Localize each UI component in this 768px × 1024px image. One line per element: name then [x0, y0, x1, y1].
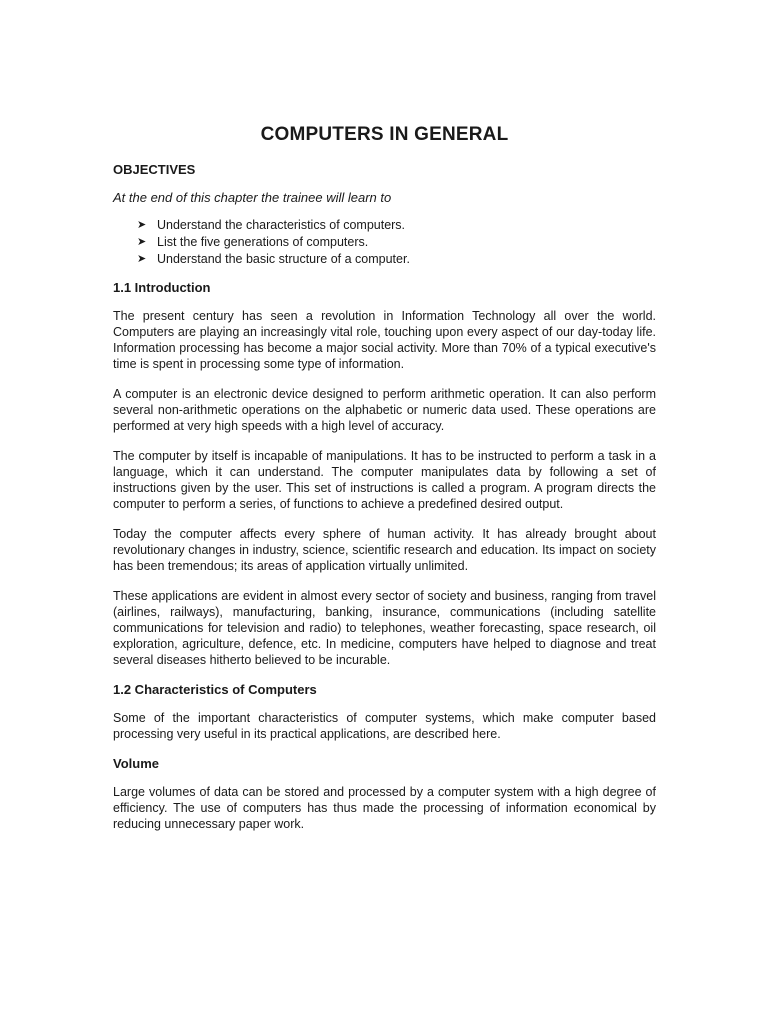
- paragraph: Large volumes of data can be stored and processed by a computer system with a high degree of efficiency. The use of computers has thus made the processing of information economical by reducing unnecessary paper work.: [113, 785, 656, 831]
- arrowhead-bullet-icon: ➤: [137, 253, 147, 265]
- arrowhead-bullet-icon: ➤: [137, 219, 147, 231]
- paragraph: Today the computer affects every sphere of human activity. It has already brought about revolutionary changes in industry, science, scientific research and education. Its impact on society has been tremendous; its areas of application virtually unlimited.: [113, 527, 656, 573]
- paragraph: The computer by itself is incapable of manipulations. It has to be instructed to perform a task in a language, which it can understand. The computer manipulates data by following a set of instructions given by the user. This set of instructions is called a program. A program directs the computer to perform a series, of functions to achieve a predefined desired output.: [113, 449, 656, 511]
- list-item-text: Understand the characteristics of computers.: [157, 218, 406, 232]
- list-item: [113, 234, 656, 251]
- arrowhead-bullet-icon: ➤: [137, 236, 147, 248]
- paragraph: Some of the important characteristics of computer systems, which make computer based processing very useful in its practical applications, are described here.: [113, 711, 656, 741]
- section-heading-characteristics: 1.2 Characteristics of Computers: [113, 682, 317, 697]
- subsection-heading-volume: Volume: [113, 756, 159, 771]
- list-item-text: List the five generations of computers.: [157, 235, 369, 249]
- list-item-text: Understand the basic structure of a computer.: [157, 252, 410, 266]
- list-item: [113, 217, 656, 234]
- objectives-intro: At the end of this chapter the trainee will learn to: [113, 190, 392, 205]
- page-title: COMPUTERS IN GENERAL: [260, 124, 509, 145]
- section-heading-introduction: 1.1 Introduction: [113, 280, 211, 295]
- paragraph: The present century has seen a revolution in Information Technology all over the world. Computers are playing an increasingly vital role, touching upon every aspect of our day-today life. Information processing has become a major social activity. More than 70% of a typical executive's time is spent in processing some type of information.: [113, 309, 656, 371]
- list-item: [113, 251, 656, 268]
- paragraph: A computer is an electronic device designed to perform arithmetic operation. It can also perform several non-arithmetic operations on the alphabetic or numeric data used. These operations are performed at very high speeds with a high level of accuracy.: [113, 387, 656, 433]
- paragraph: These applications are evident in almost every sector of society and business, ranging from travel (airlines, railways), manufacturing, banking, insurance, communications (including satellite communications for television and radio) to telephones, weather forecasting, space research, oil exploration, agriculture, defence, etc. In medicine, computers have helped to diagnose and treat several diseases hitherto believed to be incurable.: [113, 589, 656, 667]
- objectives-heading: OBJECTIVES: [113, 162, 196, 177]
- objectives-list: [113, 217, 656, 268]
- document-page: [113, 124, 656, 846]
